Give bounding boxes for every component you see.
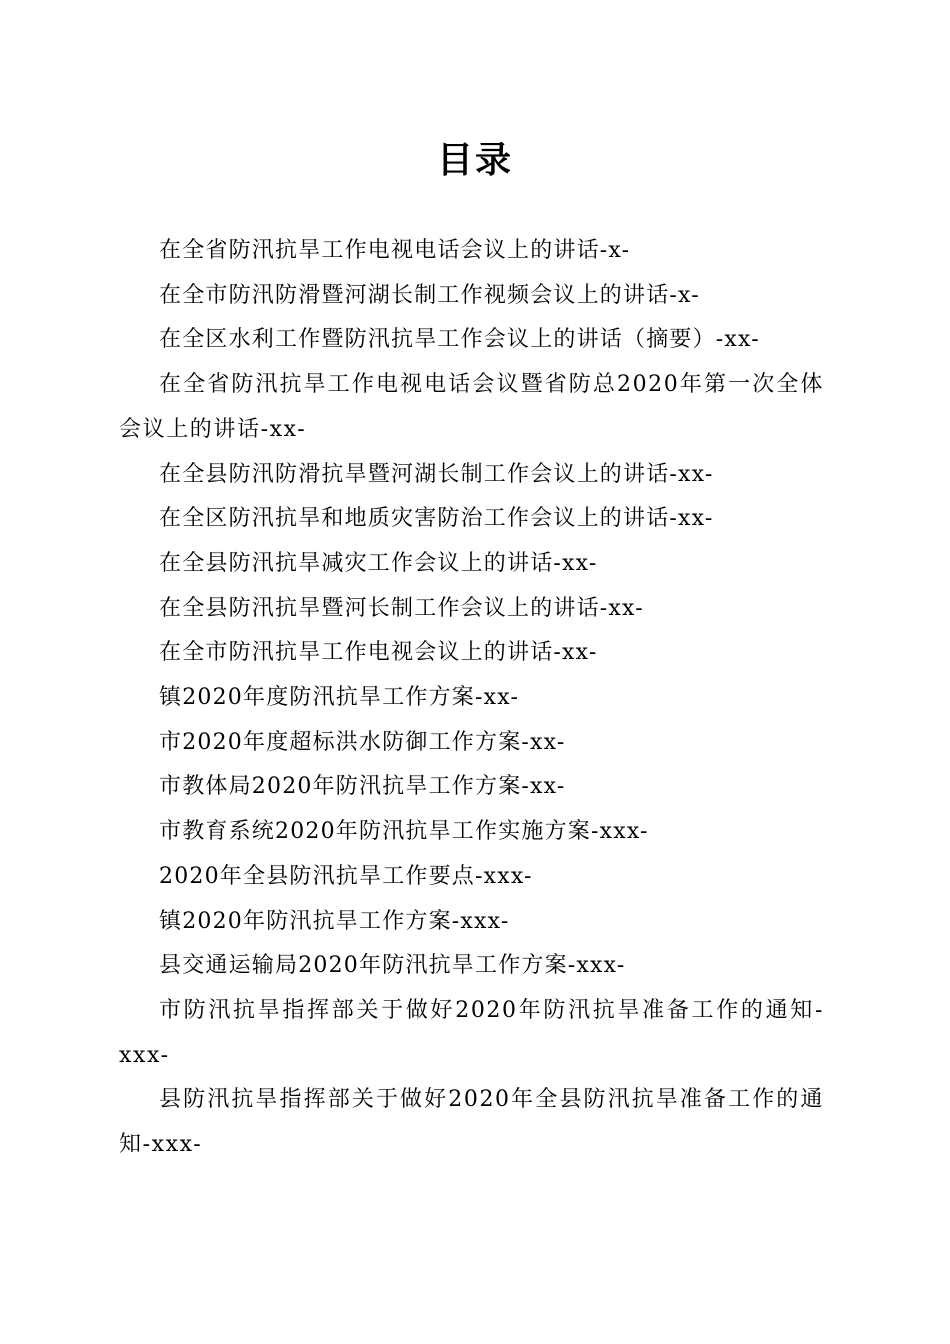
toc-item[interactable]: 县交通运输局2020年防汛抗旱工作方案-xxx- xyxy=(159,953,626,979)
toc-item[interactable]: 在全市防汛防滑暨河湖长制工作视频会议上的讲话-x- xyxy=(159,282,700,308)
toc-item[interactable]: 镇2020年度防汛抗旱工作方案-xx- xyxy=(159,685,520,711)
page-title: 目录 xyxy=(436,139,513,181)
toc-item[interactable]: 市2020年度超标洪水防御工作方案-xx- xyxy=(159,729,566,755)
toc-item[interactable]: 在全区防汛抗旱和地质灾害防治工作会议上的讲话-xx- xyxy=(159,506,714,532)
toc-item[interactable]: 市教体局2020年防汛抗旱工作方案-xx- xyxy=(159,774,566,800)
toc-item[interactable]: 在全省防汛抗旱工作电视电话会议上的讲话-x- xyxy=(159,238,631,263)
toc-item[interactable]: 镇2020年防汛抗旱工作方案-xxx- xyxy=(159,908,510,934)
toc-item[interactable]: 县防汛抗旱指挥部关于做好2020年全县防汛抗旱准备工作的通知-xxx- xyxy=(119,1087,824,1158)
toc-item[interactable]: 在全区水利工作暨防汛抗旱工作会议上的讲话（摘要）-xx- xyxy=(159,327,760,353)
toc-item[interactable]: 在全县防汛防滑抗旱暨河湖长制工作会议上的讲话-xx- xyxy=(159,461,714,487)
toc-item[interactable]: 市防汛抗旱指挥部关于做好2020年防汛抗旱准备工作的通知-xxx- xyxy=(119,997,824,1068)
toc-item[interactable]: 2020年全县防汛抗旱工作要点-xxx- xyxy=(159,863,533,889)
toc-item[interactable]: 市教育系统2020年防汛抗旱工作实施方案-xxx- xyxy=(159,819,649,845)
toc-item[interactable]: 在全县防汛抗旱暨河长制工作会议上的讲话-xx- xyxy=(159,595,644,621)
toc-item[interactable]: 在全市防汛抗旱工作电视会议上的讲话-xx- xyxy=(159,640,598,666)
toc-item[interactable]: 在全省防汛抗旱工作电视电话会议暨省防总2020年第一次全体会议上的讲话-xx- xyxy=(119,372,824,442)
toc-item[interactable]: 在全县防汛抗旱减灾工作会议上的讲话-xx- xyxy=(159,550,598,576)
table-of-contents xyxy=(119,229,824,1168)
